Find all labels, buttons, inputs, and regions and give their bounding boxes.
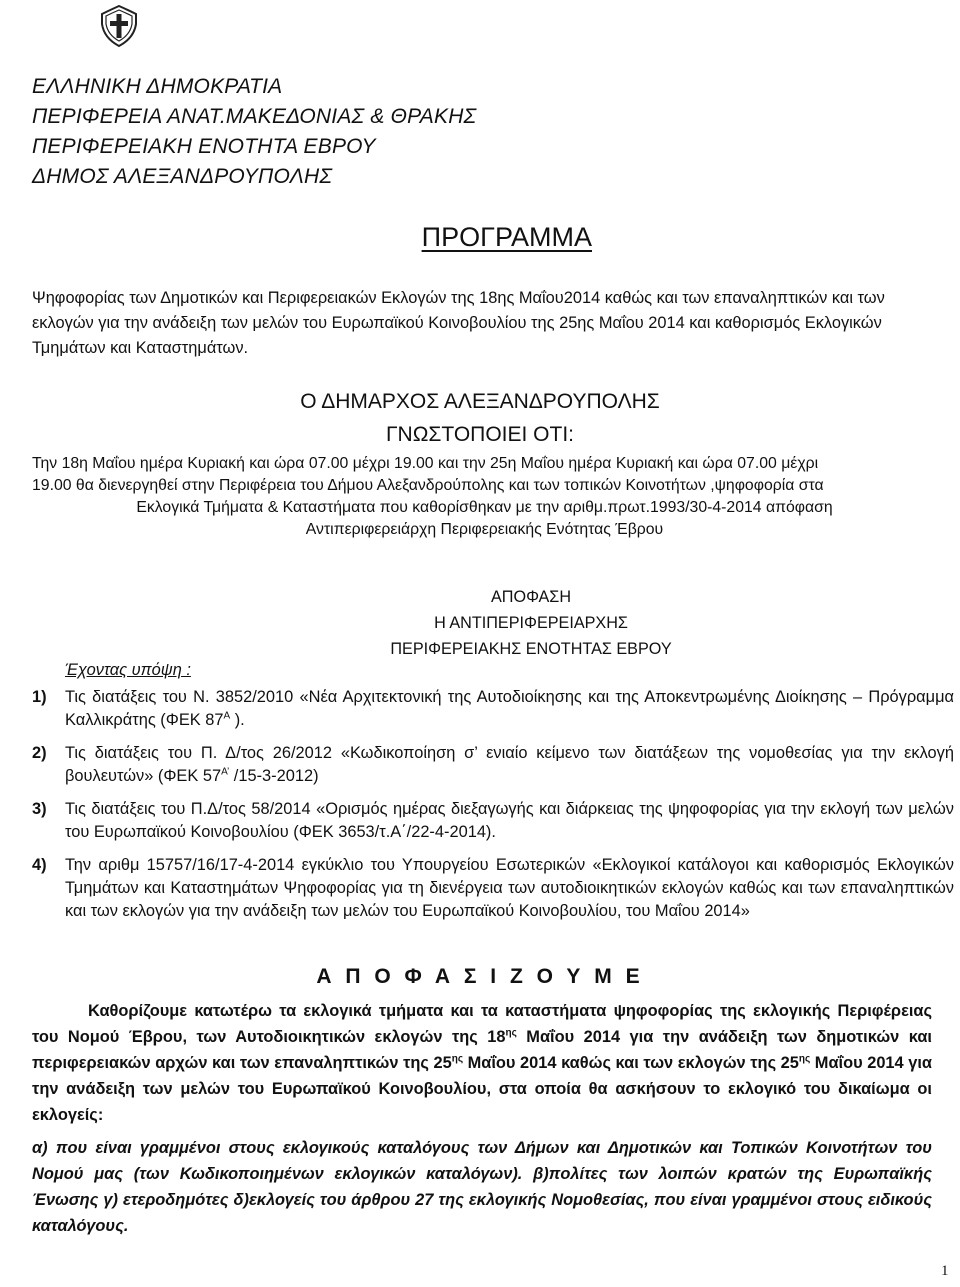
considering-label: Έχοντας υπόψη : [65, 661, 191, 679]
superscript: ης [505, 1027, 517, 1039]
item-text: Τις διατάξεις του Π.Δ/τος 58/2014 «Ορισμός ημέρας διεξαγωγής και διάρκειας της ψηφοφορίας για την εκλογή των μελών του Ευρωπαϊκού Κοινοβουλίου (ΦΕΚ 3653/τ.Α΄/22-4-2014). [65, 800, 954, 841]
document-title-wrap [0, 222, 960, 253]
header-line-region: ΠΕΡΙΦΕΡΕΙΑ ΑΝΑΤ.ΜΑΚΕΔΟΝΙΑΣ & ΘΡΑΚΗΣ [32, 105, 477, 128]
page-number: 1 [941, 1263, 949, 1279]
mayor-title: Ο ΔΗΜΑΡΧΟΣ ΑΛΕΞΑΝΔΡΟΥΠΟΛΗΣ [300, 390, 660, 413]
issuer-header [32, 72, 476, 192]
item-number: 4) [32, 856, 47, 874]
item-number: 1) [32, 688, 47, 706]
announces-heading: ΓΝΩΣΤΟΠΟΙΕΙ ΟΤΙ: [385, 423, 575, 446]
list-item [32, 798, 954, 844]
item-text: Τις διατάξεις του Π. Δ/τος 26/2012 «Κωδικοποίηση σ’ ενιαίο κείμενο των διατάξεων της νομοθεσίας για την εκλογή βουλευτών» (ΦΕΚ $57^{A’}$ /15-3-2012) [65, 744, 954, 785]
we-decide-heading: Α Π Ο Φ Α Σ Ι Ζ Ο Υ Μ Ε [316, 965, 644, 988]
decision-title: ΑΠΟΦΑΣΗ [490, 588, 572, 606]
header-line-country: ΕΛΛΗΝΙΚΗ ΔΗΜΟΚΡΑΤΙΑ [32, 75, 283, 98]
announcement-paragraph [32, 453, 937, 541]
voters-categories-paragraph: α) που είναι γραμμένοι στους εκλογικούς καταλόγους των Δήμων και Δημοτικών και Τοπικών Κοινοτήτων του Νομού μας (των Κωδικοποιημένων εκλογικών καταλόγων). β)πολίτες των λοιπών κρατών της Ευρωπαϊκής Ένωσης γ) ετεροδημότες δ)εκλογείς του άρθρου 27 της εκλογικής Νομοθεσίας, που είναι γραμμένοι στους ειδικούς καταλόγους. [32, 1139, 932, 1235]
announcement-line: Αντιπεριφερειάρχη Περιφερειακής Ενότητας Έβρου [305, 521, 664, 538]
decision-heading [0, 584, 960, 662]
decision-body-paragraph: Καθορίζουμε κατωτέρω τα εκλογικά τμήματα και τα καταστήματα ψηφοφορίας της εκλογικής Περιφέρειας του Νομού Έβρου, των Αυτοδιοικητικών εκλογών της $18^{\eta\varsigma}$ Μαΐου 2014 για την ανάδειξη των δημοτικών και περιφερειακών αρχών και των επαναληπτικών της $25^{\eta\varsigma}$ Μαΐου 2014 καθώς και των εκλογών της $25^{\eta\varsigma}$ Μαΐου 2014 για την ανάδειξη των μελών του Ευρωπαϊκού Κοινοβουλίου, στα οποία θα ασκήσουν το εκλογικό του δικαίωμα οι εκλογείς: [32, 1002, 932, 1124]
item-text: Την αριθμ 15757/16/17-4-2014 εγκύκλιο του Υπουργείου Εσωτερικών «Εκλογικοί κατάλογοι και καθορισμός Εκλογικών Τμημάτων και Καταστημάτων Ψηφοφορίας για τη διενέργεια των αυτοδιοικητικών εκλογών καθώς και των επαναληπτικών και των εκλογών για την ανάδειξη των μελών του Ευρωπαϊκού Κοινοβουλίου, του Μαΐου 2014» [65, 856, 954, 920]
intro-paragraph: Ψηφοφορίας των Δημοτικών και Περιφερειακών Εκλογών της 18ης Μαΐου2014 καθώς και των επαναληπτικών και των εκλογών για την ανάδειξη των μελών του Ευρωπαϊκού Κοινοβουλίου της 25ης Μαΐου 2014 και καθορισμός Εκλογικών Τμημάτων και Καταστημάτων. [32, 289, 885, 357]
announcement-line: Την 18η Μαΐου ημέρα Κυριακή και ώρα 07.00 μέχρι 19.00 και την 25η Μαΐου ημέρα Κυριακή και ώρα 07.00 μέχρι [32, 455, 819, 472]
announcement-line: 19.00 θα διενεργηθεί στην Περιφέρεια του Δήμου Αλεξανδρούπολης και των τοπικών Κοινοτήτων ,ψηφοφορία στα [32, 477, 824, 494]
superscript: Α [223, 710, 231, 722]
announcement-line: Εκλογικά Τμήματα & Καταστήματα που καθορίσθηκαν με την αριθμ.πρωτ.1993/30-4-2014 απόφαση [136, 499, 833, 516]
legal-basis-list [32, 686, 954, 933]
decision-unit: ΠΕΡΙΦΕΡΕΙΑΚΗΣ ΕΝΟΤΗΤΑΣ ΕΒΡΟΥ [390, 640, 672, 658]
list-item [32, 742, 954, 788]
list-item [32, 854, 954, 923]
list-item [32, 686, 954, 732]
superscript: ης [798, 1053, 811, 1065]
decision-authority: Η ΑΝΤΙΠΕΡΙΦΕΡΕΙΑΡΧΗΣ [434, 614, 628, 632]
document-title: ΠΡΟΓΡΑΜΜΑ [421, 222, 592, 252]
superscript: ης [451, 1053, 464, 1065]
item-text: Τις διατάξεις του Ν. 3852/2010 «Νέα Αρχιτεκτονική της Αυτοδιοίκησης και της Αποκεντρωμένης Διοίκησης – Πρόγραμμα Καλλικράτης (ΦΕΚ $87^A$ ). [65, 688, 954, 729]
item-number: 2) [32, 744, 47, 762]
header-line-regional-unit: ΠΕΡΙΦΕΡΕΙΑΚΗ ΕΝΟΤΗΤΑ ΕΒΡΟΥ [32, 135, 376, 158]
superscript: Α’ [221, 766, 230, 778]
item-number: 3) [32, 800, 47, 818]
greek-coat-of-arms-icon [100, 4, 138, 48]
header-line-municipality: ΔΗΜΟΣ ΑΛΕΞΑΝΔΡΟΥΠΟΛΗΣ [32, 165, 333, 188]
